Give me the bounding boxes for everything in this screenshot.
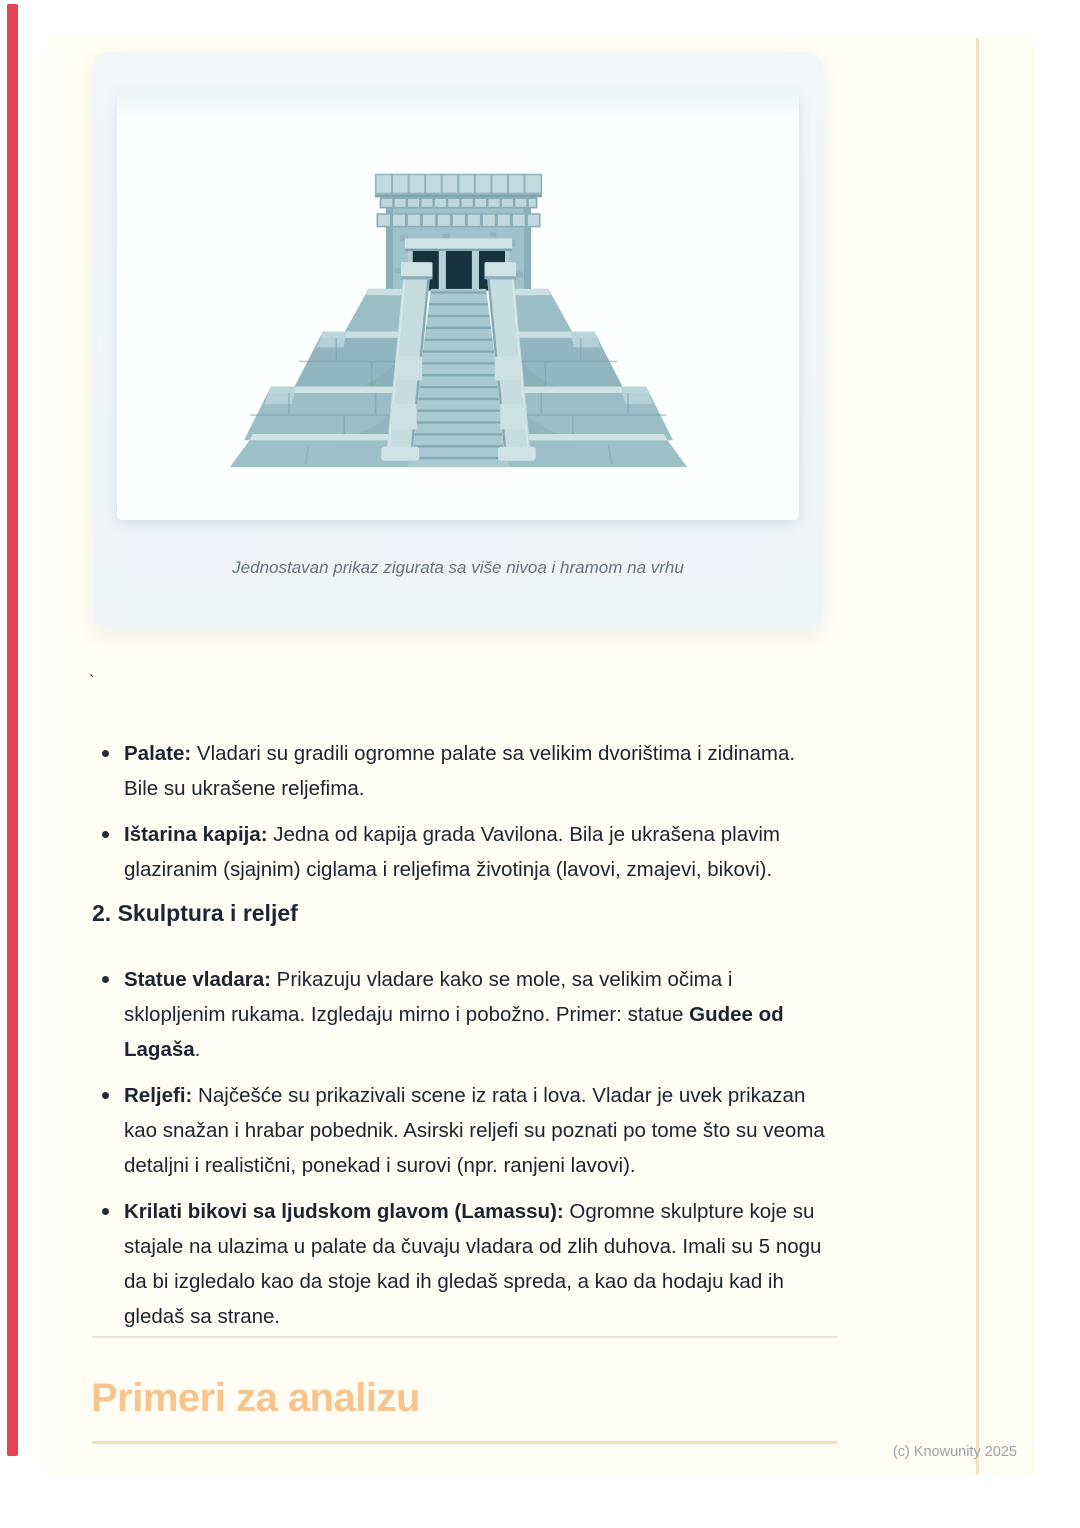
margin-line bbox=[976, 38, 979, 1475]
ziggurat-illustration bbox=[206, 128, 711, 475]
copyright-footer: (c) Knowunity 2025 bbox=[892, 1444, 1017, 1460]
figure-card bbox=[93, 52, 823, 628]
section-divider bbox=[92, 1336, 837, 1338]
bullet-list-sculpture bbox=[92, 962, 844, 1345]
stray-backtick: ` bbox=[89, 672, 95, 691]
heading-underline bbox=[92, 1441, 837, 1444]
figure-image-panel bbox=[117, 92, 799, 520]
list-item: Palate: Vladari su gradili ogromne palate sa velikim dvorištima i zidinama. Bile su ukrašene reljefima. bbox=[124, 736, 838, 806]
accent-stripe bbox=[7, 4, 18, 1456]
figure-caption: Jednostavan prikaz zigurata sa više nivoa i hramom na vrhu bbox=[232, 558, 684, 577]
list-item: Ištarina kapija: Jedna od kapija grada Vavilona. Bila je ukrašena plavim glaziranim (sjajnim) ciglama i reljefima životinja (lavovi, zmajevi, bikovi). bbox=[124, 817, 838, 887]
section-heading-sculpture: 2. Skulptura i reljef bbox=[92, 900, 298, 926]
bullet-list-architecture bbox=[92, 736, 844, 898]
list-item: Krilati bikovi sa ljudskom glavom (Lamassu): Ogromne skulpture koje su stajale na ulazima u palate da čuvaju vladara od zlih duhova. Imali su 5 nogu da bi izgledalo kao da stoje kad ih gledaš spreda, a kao da hodaju kad ih gledaš sa strane. bbox=[124, 1194, 838, 1334]
next-section-heading: Primeri za analizu bbox=[91, 1376, 420, 1420]
list-item: Statue vladara: Prikazuju vladare kako se mole, sa velikim očima i sklopljenim rukama. Izgledaju mirno i pobožno. Primer: statue Gudee od Lagaša. bbox=[124, 962, 838, 1067]
list-item: Reljefi: Najčešće su prikazivali scene iz rata i lova. Vladar je uvek prikazan kao snažan i hrabar pobednik. Asirski reljefi su poznati po tome što su veoma detaljni i realistični, ponekad i surovi (npr. ranjeni lavovi). bbox=[124, 1078, 838, 1183]
